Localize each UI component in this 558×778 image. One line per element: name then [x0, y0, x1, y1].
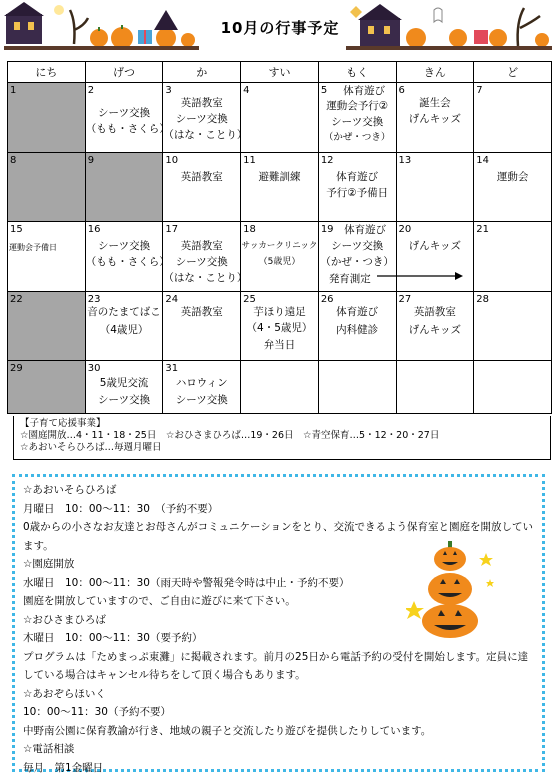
day-cell	[8, 291, 86, 361]
event-text: 英語教室	[180, 97, 223, 110]
weekday-sat: ど	[474, 62, 552, 83]
note-line: 園庭を開放していますので、ご自由に遊びに来て下さい。	[23, 595, 296, 607]
event-text: （かぜ・つき）	[323, 132, 391, 144]
note-line: 10：00～11：30（予約不要）	[23, 706, 171, 718]
event-text: 避難訓練	[258, 170, 301, 183]
day-cell	[241, 291, 319, 361]
support-heading: 【子育て応援事業】	[20, 418, 106, 429]
event-text: 内科健診	[336, 323, 379, 336]
weekday-thu: もく	[318, 62, 396, 83]
day-cell	[163, 291, 241, 361]
day-cell	[474, 291, 552, 361]
calendar-week	[8, 222, 552, 292]
day-number: 30	[87, 363, 101, 375]
day-cell	[396, 361, 474, 414]
day-number: 27	[398, 293, 412, 305]
day-number: 9	[87, 154, 95, 166]
note-heading: ☆あおぞらほいく	[23, 687, 106, 700]
day-number: 21	[476, 224, 489, 236]
event-text: ハロウィン	[175, 377, 228, 390]
calendar-table	[7, 61, 552, 414]
weekday-header-row	[8, 62, 552, 83]
day-number: 4	[243, 85, 250, 97]
event-text: （もも・さくら）	[85, 123, 170, 136]
event-text: シーツ交換	[175, 256, 228, 269]
day-number: 6	[398, 85, 405, 97]
day-cell	[318, 291, 396, 361]
day-cell	[85, 222, 170, 292]
event-text: シーツ交換	[175, 394, 228, 407]
day-cell	[85, 361, 163, 414]
day-cell	[8, 222, 86, 292]
day-number: 1	[10, 85, 17, 97]
event-text: （4歳児）	[99, 323, 149, 336]
day-cell	[318, 361, 396, 414]
day-number: 13	[398, 154, 412, 166]
event-text: 体育遊び	[336, 305, 379, 318]
day-number: 22	[10, 293, 23, 305]
right-arrow-icon	[315, 269, 465, 283]
note-line: 0歳からの小さなお友達とお母さんがコミュニケーションをとり、交流できるよう保育室と園庭を開放しています。	[23, 521, 534, 552]
day-number: 5	[320, 85, 328, 97]
day-number: 28	[476, 293, 489, 305]
day-number: 29	[10, 363, 23, 375]
event-text: げんキッズ	[408, 113, 462, 126]
day-number: 16	[87, 224, 101, 236]
day-number: 24	[165, 293, 179, 305]
day-number: 23	[87, 293, 101, 305]
day-cell	[396, 291, 474, 361]
event-text: シーツ交換	[98, 394, 151, 407]
event-text: 英語教室	[180, 170, 223, 183]
day-cell	[474, 361, 552, 414]
day-cell	[318, 83, 396, 153]
event-text: 英語教室	[180, 305, 223, 318]
note-line: 水曜日 10：00～11：30（雨天時や警報発令時は中止・予約不要）	[23, 576, 350, 589]
day-cell	[396, 152, 474, 222]
event-text: 運動会	[496, 170, 529, 183]
event-text: シーツ交換	[175, 113, 228, 126]
day-number: 20	[398, 224, 412, 236]
note-heading: ☆おひさまひろば	[23, 613, 106, 626]
day-number: 25	[243, 293, 256, 305]
day-cell	[163, 361, 241, 414]
note-line: 毎月 第1金曜日	[23, 761, 104, 774]
weekday-fri: きん	[396, 62, 474, 83]
day-number: 10	[165, 154, 179, 166]
event-text: （5歳児）	[258, 257, 301, 268]
note-heading: ☆あおいそらひろば	[23, 484, 117, 496]
calendar-week	[8, 83, 552, 153]
day-number: 17	[165, 224, 179, 236]
event-text: 英語教室	[180, 240, 223, 253]
event-text: 運動会予行②	[326, 100, 389, 113]
event-text: 誕生会	[419, 97, 451, 110]
day-cell	[396, 83, 474, 153]
event-text: 体育遊び	[336, 170, 379, 183]
day-cell	[474, 222, 552, 292]
day-number: 7	[476, 85, 483, 97]
weekday-sun: にち	[8, 62, 86, 83]
day-cell	[474, 83, 552, 153]
day-cell	[85, 291, 163, 361]
day-number: 11	[243, 154, 256, 166]
halloween-right-illustration	[346, 0, 552, 52]
day-number: 26	[320, 293, 334, 305]
event-text: 英語教室	[413, 305, 456, 318]
event-text: シーツ交換	[98, 240, 151, 253]
event-text: シーツ交換	[98, 107, 151, 120]
weekday-tue: か	[163, 62, 241, 83]
day-number: 3	[165, 85, 172, 97]
event-text: 5歳児交流	[99, 377, 149, 390]
event-text: 予行②予備日	[326, 186, 389, 199]
event-text: シーツ交換	[331, 116, 384, 129]
note-line: 木曜日 10：00～11：30（要予約）	[23, 632, 203, 644]
halloween-left-illustration	[4, 0, 199, 52]
day-cell	[241, 361, 319, 414]
event-text: サッカークリニック	[241, 241, 318, 252]
pumpkin-stack-illustration	[406, 539, 496, 639]
note-heading: ☆電話相談	[23, 743, 75, 755]
day-number: 15	[10, 224, 23, 236]
note-heading: ☆園庭開放	[23, 558, 75, 570]
calendar-week	[8, 361, 552, 414]
page-title: 10月の行事予定	[220, 19, 340, 37]
day-number: 12	[320, 154, 334, 166]
day-number: 19	[320, 224, 334, 236]
day-cell	[163, 83, 248, 153]
day-number: 2	[87, 85, 95, 97]
day-cell	[85, 83, 170, 153]
weekday-wed: すい	[241, 62, 319, 83]
day-cell	[8, 152, 86, 222]
day-cell	[8, 83, 86, 153]
event-text: 芋ほり遠足	[253, 305, 306, 318]
day-cell	[474, 152, 552, 222]
day-cell	[318, 152, 396, 222]
day-cell	[163, 222, 248, 292]
event-text: 発育測定	[328, 273, 371, 286]
page-header	[0, 0, 558, 52]
calendar-week	[8, 291, 552, 361]
support-line: ☆あおいそらひろば…毎週月曜日	[20, 442, 162, 453]
event-text: 音のたまてばこ	[87, 305, 161, 318]
note-line: プログラムは「ためまっぷ東灘」に掲載されます。前月の25日から電話予約の受付を開始します。定員に達している場合はキャンセル待ちをして頂く場合もあります。	[23, 650, 529, 681]
day-cell	[241, 83, 319, 153]
day-cell	[241, 152, 319, 222]
day-number: 18	[243, 224, 256, 236]
weekday-mon: げつ	[85, 62, 163, 83]
note-line: 中野南公園に保育教諭が行き、地域の親子と交流したり遊びを提供したりしています。	[23, 724, 432, 737]
event-text: げんキッズ	[408, 240, 462, 253]
day-number: 8	[10, 154, 17, 166]
event-text: げんキッズ	[408, 323, 462, 336]
support-line: ☆園庭開放…4・11・18・25日 ☆おひさまひろば…19・26日 ☆青空保育…5・12・20・27日	[20, 430, 440, 441]
event-text: （もも・さくら）	[85, 256, 170, 269]
event-text: 体育遊び	[344, 224, 387, 237]
event-text: 運動会予備日	[9, 243, 57, 253]
day-cell	[241, 222, 319, 292]
calendar-week	[8, 152, 552, 222]
day-cell	[163, 152, 241, 222]
day-number: 14	[476, 154, 489, 166]
day-number: 31	[165, 363, 179, 375]
event-text: （はな・ことり）	[163, 272, 248, 285]
support-programs-box	[13, 416, 551, 460]
note-line: 月曜日 10：00～11：30 （予約不要）	[23, 502, 219, 515]
event-text: 体育遊び	[343, 85, 386, 98]
event-text: 弁当日	[263, 338, 296, 351]
day-cell	[8, 361, 86, 414]
event-text: （はな・ことり）	[163, 129, 248, 142]
day-cell	[85, 152, 163, 222]
event-text: （4・5歳児）	[246, 321, 313, 334]
event-text: シーツ交換	[331, 240, 384, 253]
event-text: （かぜ・つき）	[320, 256, 394, 269]
